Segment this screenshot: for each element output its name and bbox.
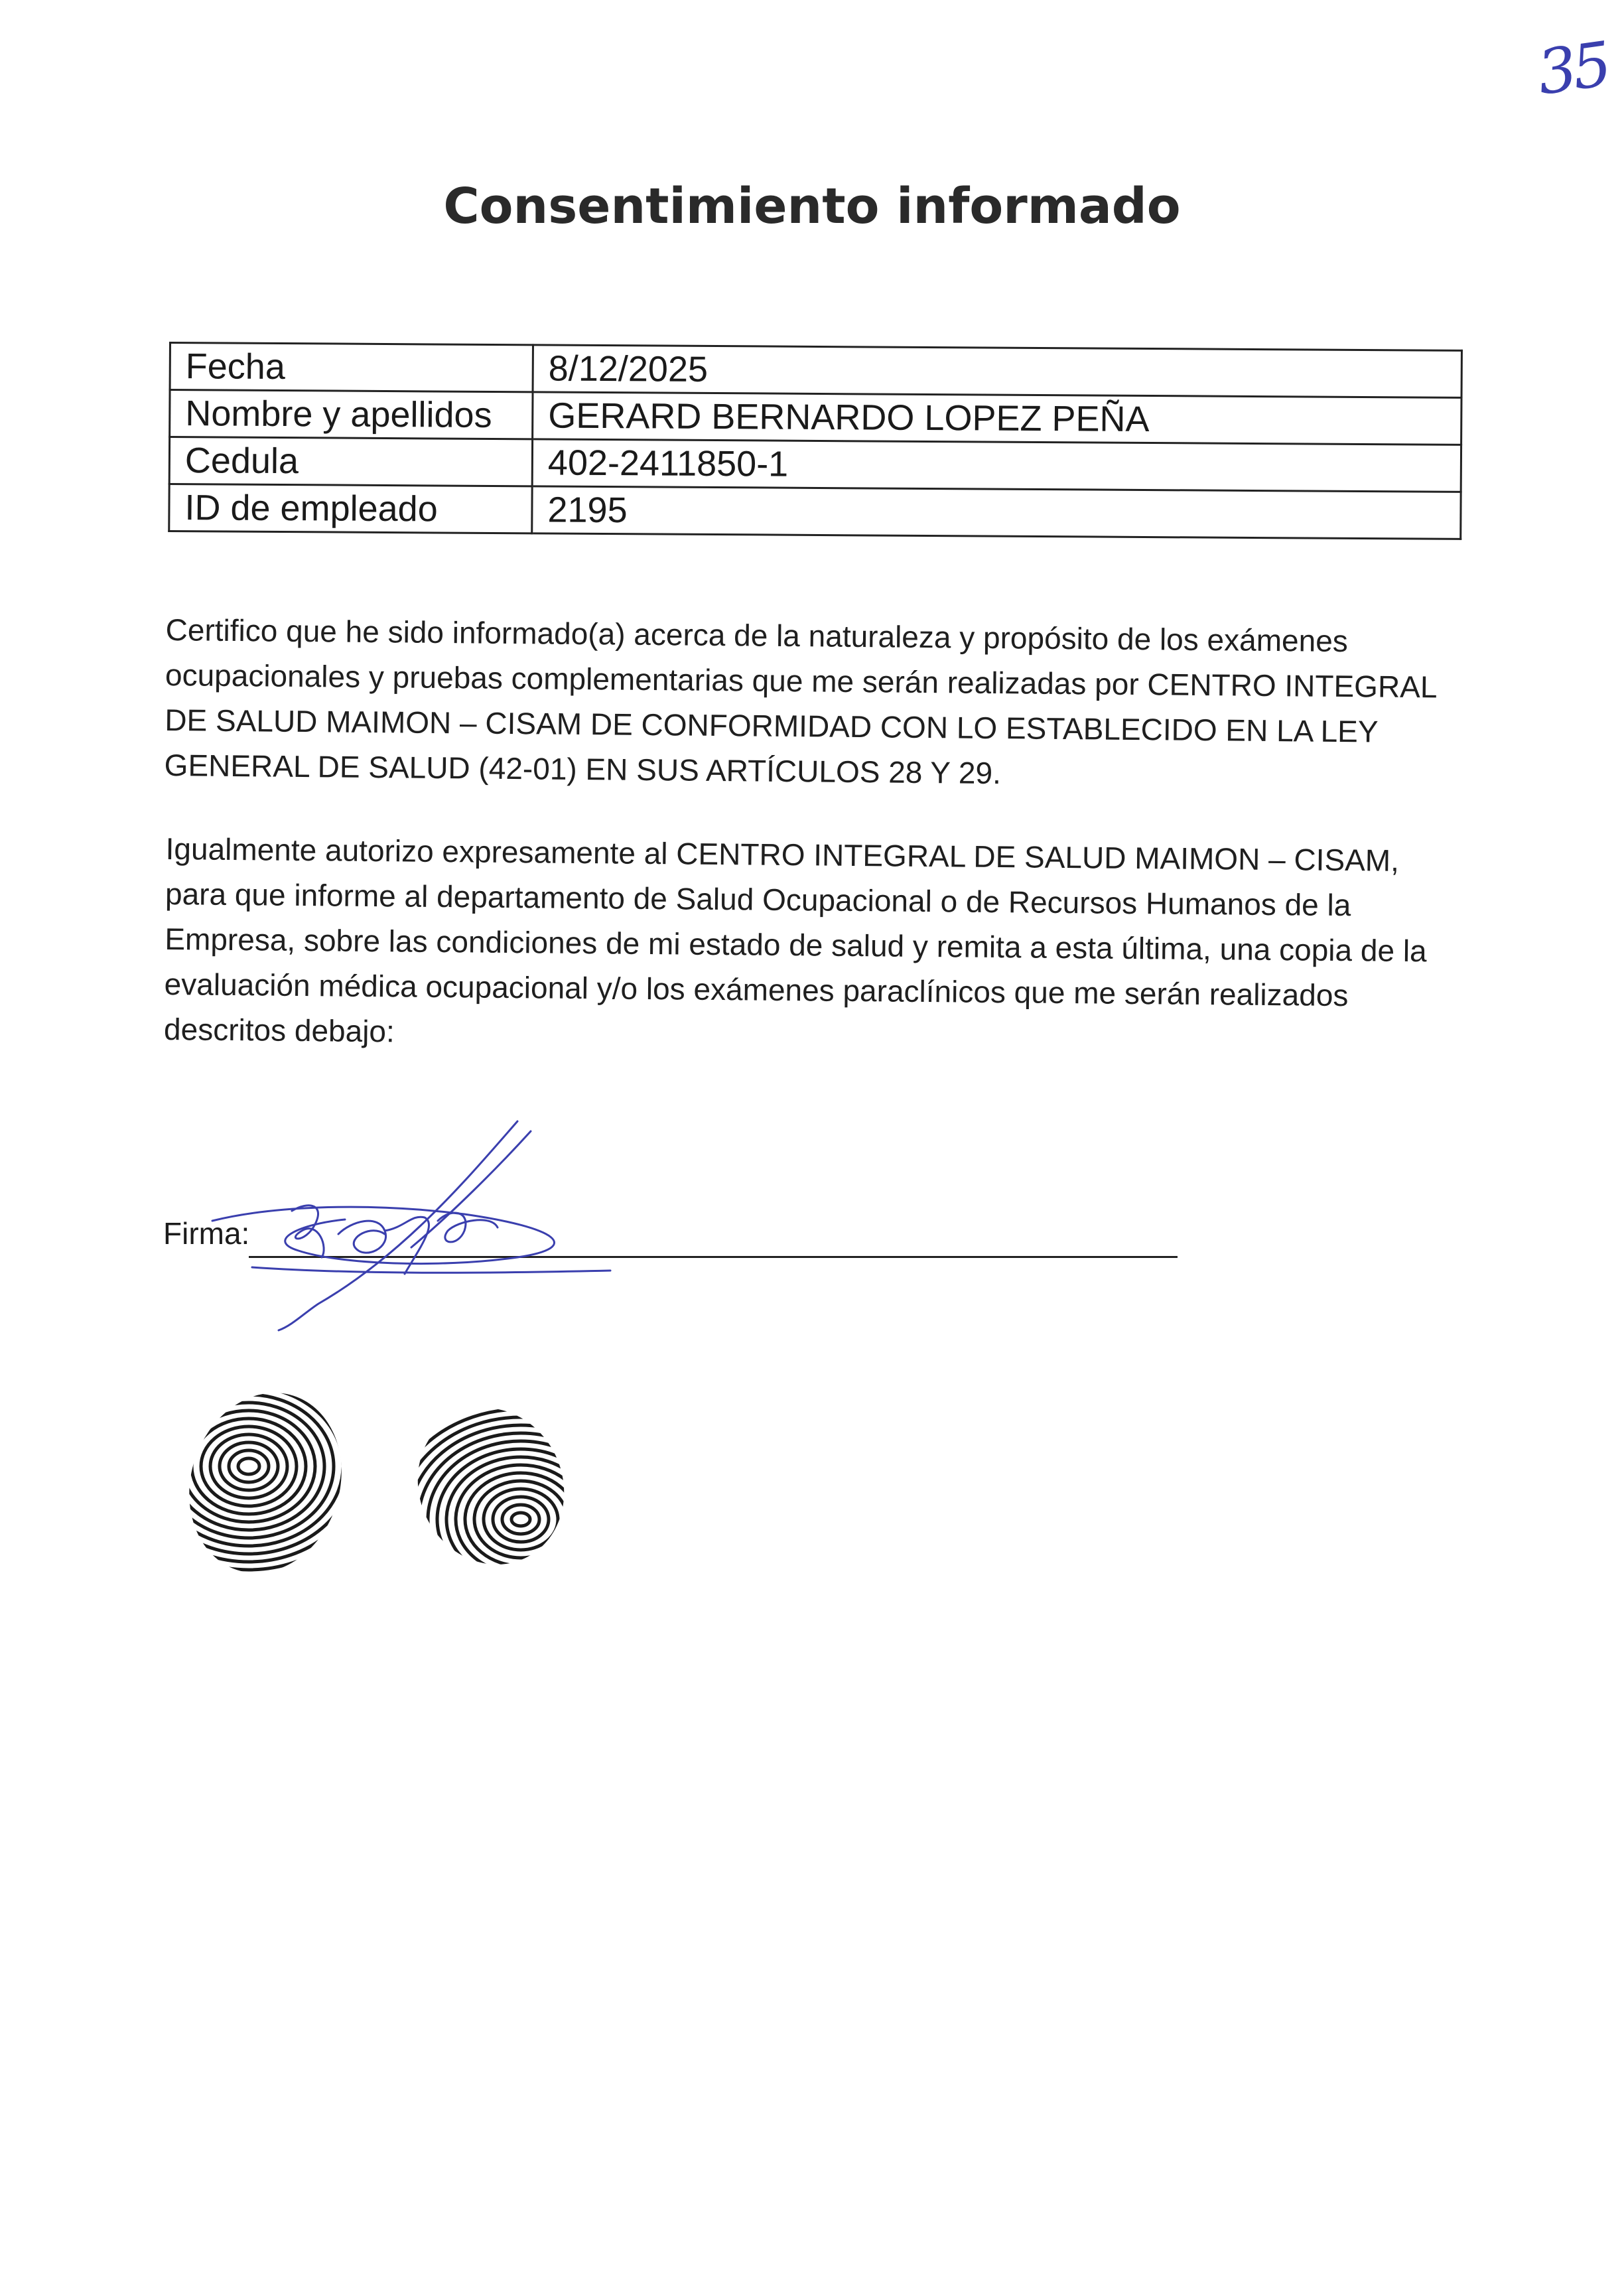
table-row	[169, 437, 1461, 492]
table-row	[170, 343, 1461, 398]
fecha-value: 8/12/2025	[533, 345, 1461, 398]
fingerprint-left-icon	[179, 1383, 352, 1582]
nombre-value: GERARD BERNARDO LOPEZ PEÑA	[533, 392, 1461, 445]
nombre-label: Nombre y apellidos	[170, 390, 533, 439]
document-title: Consentimiento informado	[443, 178, 1181, 235]
handwritten-signature-icon	[186, 1115, 663, 1340]
fecha-label: Fecha	[170, 343, 533, 392]
signature-label: Firma:	[163, 1216, 250, 1251]
cedula-label: Cedula	[169, 437, 532, 486]
handwritten-page-number: 35	[1533, 29, 1613, 109]
employee-info-table-container	[168, 342, 1463, 540]
authorization-paragraph: Igualmente autorizo expresamente al CENTRO INTEGRAL DE SALUD MAIMON – CISAM, para que informe al departamento de Salud Ocupacional o de Recursos Humanos de la Empresa, sobre las condiciones de mi estado de salud y remita a esta última, una copia de la evaluación médica ocupacional y/o los exámenes paraclínicos que me serán realizados descritos debajo:	[163, 831, 1427, 1049]
employee-id-label: ID de empleado	[169, 484, 532, 533]
employee-info-table	[168, 342, 1463, 540]
table-row	[170, 390, 1461, 445]
certification-paragraph: Certifico que he sido informado(a) acerca de la naturaleza y propósito de los exámenes ocupacionales y pruebas complementarias que me serán realizadas por CENTRO INTEGRAL DE SALUD MAIMON – CISAM DE CONFORMIDAD CON LO ESTABLECIDO EN LA LEY GENERAL DE SALUD (42-01) EN SUS ARTÍCULOS 28 Y 29.	[164, 612, 1437, 791]
cedula-value: 402-2411850-1	[532, 439, 1461, 492]
fingerprint-right-icon	[411, 1400, 571, 1572]
table-row	[169, 484, 1461, 539]
employee-id-value: 2195	[532, 486, 1461, 539]
